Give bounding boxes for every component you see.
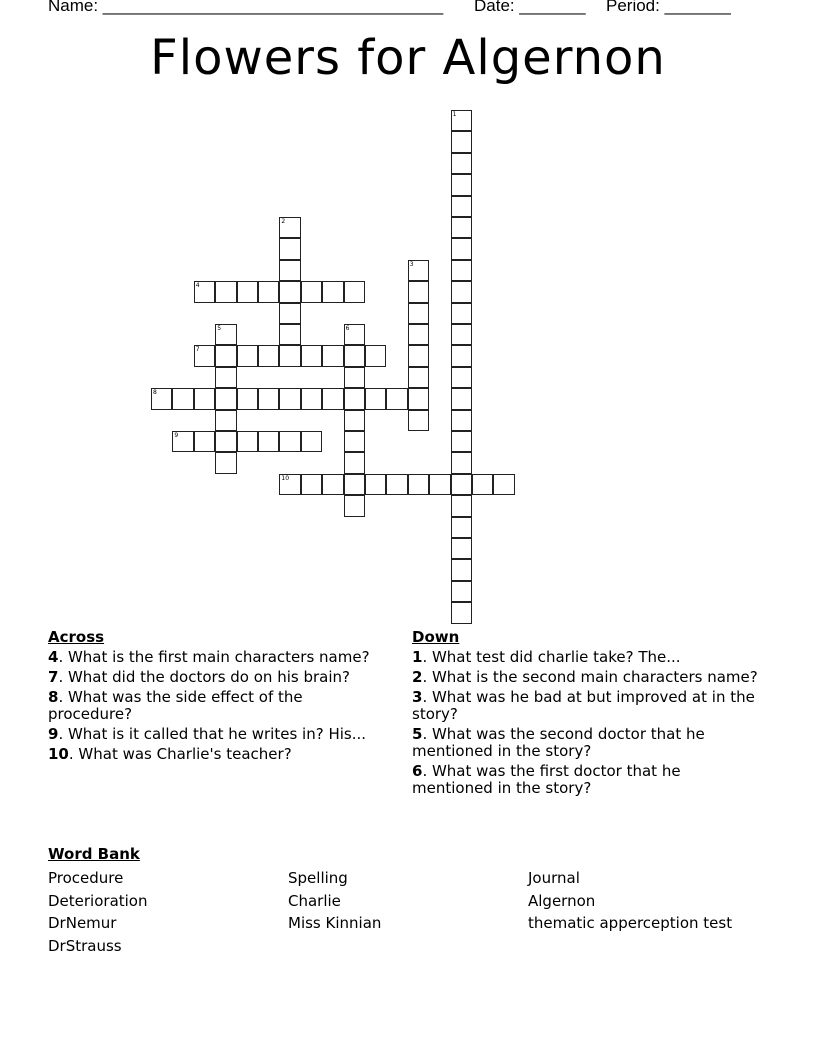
crossword-cell[interactable] [344, 431, 365, 452]
crossword-cell[interactable] [344, 474, 365, 495]
crossword-cell[interactable] [194, 281, 215, 302]
crossword-cell[interactable] [386, 474, 407, 495]
crossword-cell[interactable] [451, 538, 472, 559]
crossword-cell[interactable] [279, 238, 300, 259]
crossword-cell[interactable] [365, 388, 386, 409]
crossword-cell[interactable] [344, 388, 365, 409]
crossword-cell[interactable] [258, 431, 279, 452]
crossword-cell[interactable] [451, 431, 472, 452]
crossword-cell[interactable] [279, 345, 300, 366]
crossword-cell[interactable] [279, 260, 300, 281]
crossword-cell[interactable] [408, 345, 429, 366]
crossword-cell[interactable] [215, 431, 236, 452]
crossword-cell[interactable] [408, 388, 429, 409]
crossword-cell[interactable] [237, 388, 258, 409]
word-bank-item: Miss Kinnian [288, 914, 382, 932]
crossword-cell[interactable] [451, 410, 472, 431]
crossword-cell[interactable] [451, 196, 472, 217]
crossword-cell[interactable] [151, 388, 172, 409]
word-bank-heading: Word Bank [48, 845, 140, 863]
clue-number: 1 [452, 111, 457, 118]
crossword-cell[interactable] [451, 517, 472, 538]
clue-number: 3 [409, 260, 414, 268]
crossword-cell[interactable] [451, 495, 472, 516]
crossword-cell[interactable] [279, 474, 300, 495]
crossword-cell[interactable] [451, 174, 472, 195]
clue-item: 10. What was Charlie's teacher? [48, 745, 292, 763]
crossword-cell[interactable] [322, 345, 343, 366]
clue-item: 9. What is it called that he writes in? His... [48, 725, 367, 743]
crossword-cell[interactable] [451, 153, 472, 174]
crossword-cell[interactable] [322, 281, 343, 302]
crossword-cell[interactable] [365, 345, 386, 366]
clue-item: 2. What is the second main characters name? [412, 668, 758, 686]
crossword-cell[interactable] [408, 367, 429, 388]
crossword-cell[interactable] [344, 324, 365, 345]
word-bank-column [288, 867, 381, 935]
crossword-cell[interactable] [451, 452, 472, 473]
crossword-cell[interactable] [451, 281, 472, 302]
crossword-cell[interactable] [408, 324, 429, 345]
word-bank-column [48, 867, 148, 957]
crossword-cell[interactable] [451, 110, 472, 131]
crossword-cell[interactable] [301, 474, 322, 495]
date-field[interactable]: Date: _______ [474, 0, 586, 15]
crossword-cell[interactable] [451, 474, 472, 495]
crossword-cell[interactable] [344, 345, 365, 366]
crossword-cell[interactable] [279, 303, 300, 324]
clue-item: 1. What test did charlie take? The... [412, 648, 681, 666]
clue-number: 2 [281, 218, 286, 225]
crossword-cell[interactable] [237, 345, 258, 366]
crossword-cell[interactable] [451, 581, 472, 602]
crossword-cell[interactable] [472, 474, 493, 495]
crossword-cell[interactable] [386, 388, 407, 409]
crossword-cell[interactable] [365, 474, 386, 495]
crossword-cell[interactable] [451, 303, 472, 324]
word-bank-item: Algernon [528, 891, 596, 910]
crossword-cell[interactable] [194, 345, 215, 366]
crossword-cell[interactable] [215, 345, 236, 366]
crossword-cell[interactable] [194, 388, 215, 409]
crossword-cell[interactable] [215, 410, 236, 431]
crossword-cell[interactable] [451, 260, 472, 281]
crossword-cell[interactable] [322, 388, 343, 409]
word-bank-item: Procedure [48, 869, 124, 887]
down-heading: Down [412, 628, 460, 646]
clue-number: 10 [281, 474, 290, 482]
crossword-cell[interactable] [258, 281, 279, 302]
word-bank-item: DrStrauss [48, 936, 122, 955]
clue-number: 7 [195, 346, 200, 354]
crossword-cell[interactable] [408, 474, 429, 495]
crossword-cell[interactable] [451, 388, 472, 409]
crossword-cell[interactable] [215, 388, 236, 409]
clue-number: 6 [345, 325, 350, 332]
crossword-cell[interactable] [493, 474, 514, 495]
crossword-cell[interactable] [279, 431, 300, 452]
clue-item: 3. What was he bad at but improved at in the story? [412, 688, 755, 723]
crossword-cell[interactable] [451, 602, 472, 623]
clue-item: 5. What was the second doctor that he mentioned in the story? [412, 725, 705, 760]
crossword-cell[interactable] [408, 260, 429, 281]
word-bank-column [528, 867, 732, 935]
crossword-cell[interactable] [215, 324, 236, 345]
clue-number: 8 [153, 389, 157, 397]
clue-number: 4 [195, 282, 200, 290]
clue-item: 6. What was the first doctor that he mentioned in the story? [412, 762, 681, 797]
word-bank-item: Journal [528, 869, 580, 887]
crossword-cell[interactable] [215, 367, 236, 388]
crossword-cell[interactable] [408, 410, 429, 431]
crossword-cell[interactable] [451, 367, 472, 388]
word-bank-item: Spelling [288, 869, 348, 887]
crossword-cell[interactable] [451, 238, 472, 259]
crossword-cell[interactable] [279, 217, 300, 238]
word-bank-item: thematic apperception test [528, 914, 733, 932]
word-bank-item: Deterioration [48, 891, 148, 910]
crossword-cell[interactable] [408, 281, 429, 302]
clue-number: 5 [217, 325, 222, 332]
crossword-cell[interactable] [172, 388, 193, 409]
crossword-cell[interactable] [172, 431, 193, 452]
crossword-cell[interactable] [301, 281, 322, 302]
crossword-cell[interactable] [279, 281, 300, 302]
crossword-cell[interactable] [237, 431, 258, 452]
crossword-cell[interactable] [194, 431, 215, 452]
crossword-cell[interactable] [301, 345, 322, 366]
crossword-cell[interactable] [408, 303, 429, 324]
down-clues [412, 629, 762, 800]
clue-item: 8. What was the side effect of the procedure? [48, 688, 303, 723]
crossword-cell[interactable] [258, 345, 279, 366]
crossword-cell[interactable] [344, 410, 365, 431]
page-title: Flowers for Algernon [150, 30, 666, 86]
crossword-cell[interactable] [344, 495, 365, 516]
word-bank [48, 845, 768, 955]
crossword-cell[interactable] [215, 452, 236, 473]
word-bank-item: Charlie [288, 891, 341, 910]
crossword-cell[interactable] [215, 281, 236, 302]
clue-item: 4. What is the first main characters name? [48, 648, 370, 666]
crossword-cell[interactable] [301, 388, 322, 409]
across-heading: Across [48, 628, 105, 646]
name-field[interactable]: Name: ____________________________________ [48, 0, 444, 15]
across-clues [48, 629, 388, 766]
word-bank-item: DrNemur [48, 914, 117, 932]
crossword-cell[interactable] [451, 131, 472, 152]
crossword-cell[interactable] [451, 559, 472, 580]
clue-item: 7. What did the doctors do on his brain? [48, 668, 350, 686]
crossword-cell[interactable] [237, 281, 258, 302]
period-field[interactable]: Period: _______ [606, 0, 731, 15]
crossword-cell[interactable] [344, 367, 365, 388]
crossword-cell[interactable] [301, 431, 322, 452]
crossword-cell[interactable] [344, 452, 365, 473]
crossword-cell[interactable] [451, 345, 472, 366]
crossword-cell[interactable] [429, 474, 450, 495]
crossword-cell[interactable] [344, 281, 365, 302]
crossword-cell[interactable] [258, 388, 279, 409]
crossword-cell[interactable] [279, 388, 300, 409]
crossword-cell[interactable] [279, 324, 300, 345]
crossword-cell[interactable] [322, 474, 343, 495]
clue-number: 9 [174, 432, 179, 439]
crossword-cell[interactable] [451, 217, 472, 238]
crossword-cell[interactable] [451, 324, 472, 345]
